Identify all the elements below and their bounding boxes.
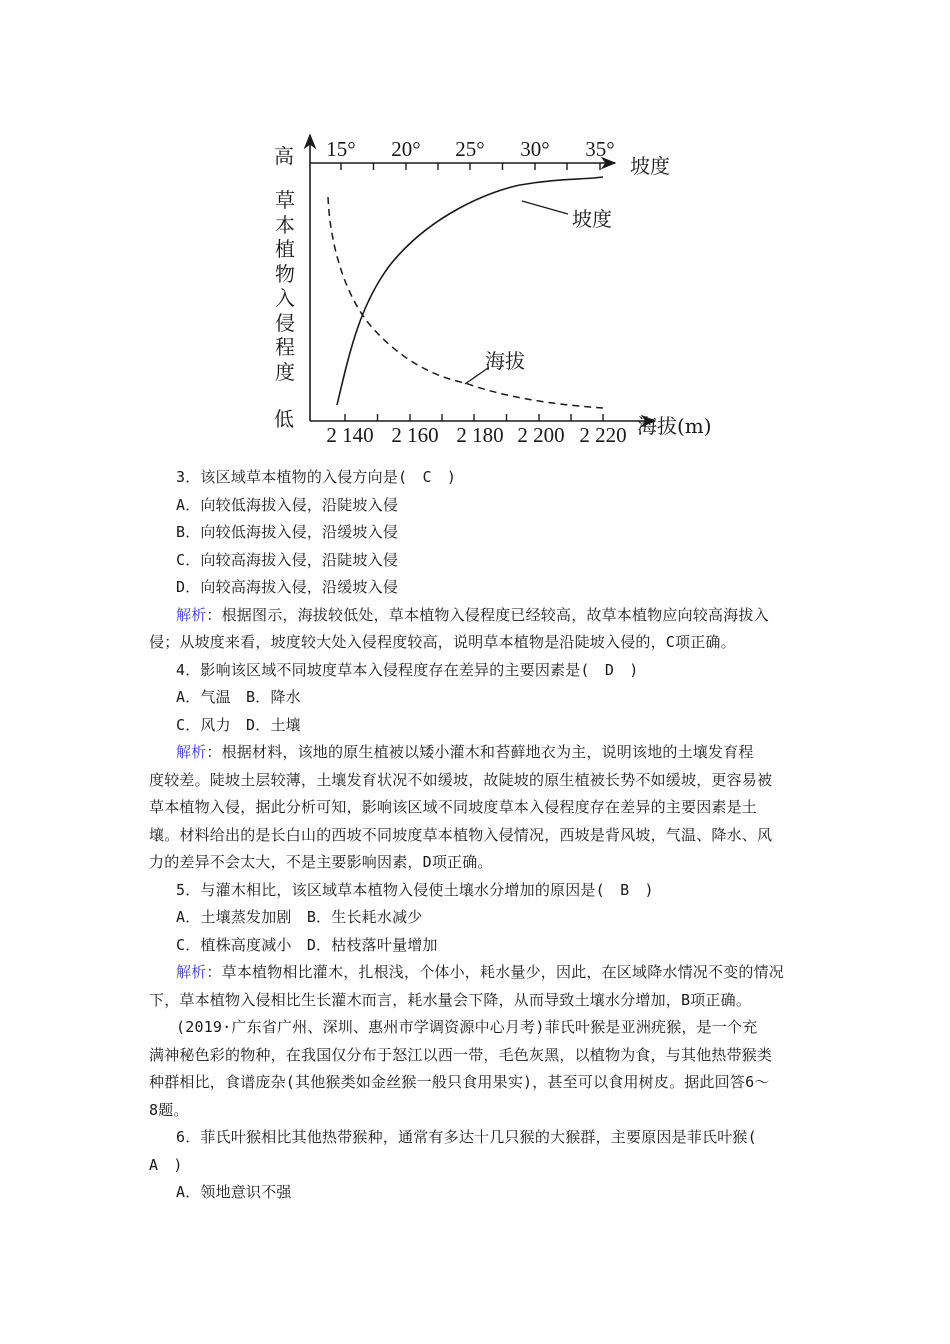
option-row: A．气温 B．降水 (176, 688, 301, 706)
analysis-line: 侵；从坡度来看，坡度较大处入侵程度较高，说明草本植物是沿陡坡入侵的，C项正确。 (149, 633, 736, 651)
question-5 (149, 877, 809, 1015)
y-axis-title: 草本植物入侵程度 (275, 188, 295, 384)
y-high-label: 高 (274, 144, 294, 168)
analysis-label: 解析 (176, 963, 207, 981)
analysis-line: 度较差。陡坡土层较薄，土壤发育状况不如缓坡，故陡坡的原生植被长势不如缓坡，更容易被 (149, 770, 773, 789)
top-axis-title: 坡度 (630, 154, 670, 178)
analysis-line: 力的差异不会太大，不是主要影响因素，D项正确。 (149, 853, 493, 871)
top-tick-label: 20° (391, 137, 421, 161)
analysis-line (149, 959, 809, 987)
slope-curve-label: 坡度 (572, 207, 612, 231)
top-axis-ticks (341, 163, 600, 170)
bottom-tick-label: 2 140 (326, 423, 374, 447)
option-c: C．向较高海拔入侵，沿陡坡入侵 (176, 550, 399, 569)
option-row: C．植株高度减小 D．枯枝落叶量增加 (176, 935, 438, 954)
top-tick-label: 35° (585, 137, 615, 161)
material-passage (149, 1014, 809, 1124)
option-a: A．领地意识不强 (176, 1183, 292, 1201)
material-line: 8题。 (149, 1100, 189, 1119)
option-a: A．向较低海拔入侵，沿陡坡入侵 (176, 495, 399, 514)
analysis-line: 壤。材料给出的是长白山的西坡不同坡度草本植物入侵情况，西坡是背风坡，气温、降水、风 (149, 825, 773, 844)
question-content (149, 464, 809, 1207)
question-stem: 4．影响该区域不同坡度草本入侵程度存在差异的主要因素是( D ) (176, 660, 639, 679)
material-line: 满神秘色彩的物种，在我国仅分布于怒江以西一带，毛色灰黑，以植物为食，与其他热带猴类 (149, 1045, 773, 1064)
analysis-line: 草本植物入侵，据此分析可知，影响该区域不同坡度草本入侵程度存在差异的主要因素是土 (149, 798, 758, 816)
option-row: C．风力 D．土壤 (176, 715, 301, 734)
question-4 (149, 657, 809, 877)
bottom-axis-title: 海拔(m) (637, 414, 712, 438)
material-line: (2019·广东省广州、深圳、惠州市学调资源中心月考)菲氏叶猴是亚洲疣猴，是一个充 (176, 1018, 758, 1036)
analysis-line (149, 739, 809, 767)
question-stem: 5．与灌木相比，该区域草本植物入侵使土壤水分增加的原因是( B ) (176, 880, 654, 899)
invasion-chart (260, 125, 730, 455)
bottom-tick-label: 2 200 (517, 423, 565, 447)
analysis-line (149, 602, 809, 630)
analysis-text: ：根据材料，该地的原生植被以矮小灌木和苔藓地衣为主，说明该地的土壤发育程 (206, 743, 754, 761)
slope-curve (337, 177, 603, 405)
analysis-text: ：草本植物相比灌木，扎根浅，个体小，耗水量少，因此，在区域降水情况不变的情况 (206, 963, 785, 981)
question-stem-cont: A ) (149, 1155, 183, 1174)
question-6 (149, 1124, 809, 1207)
analysis-label: 解析 (176, 743, 207, 761)
option-d: D．向较高海拔入侵，沿缓坡入侵 (176, 578, 399, 596)
altitude-curve-label: 海拔 (485, 349, 525, 373)
analysis-text: ：根据图示，海拔较低处，草本植物入侵程度已经较高，故草本植物应向较高海拔入 (206, 605, 769, 624)
y-low-label: 低 (274, 407, 294, 431)
top-tick-label: 15° (326, 137, 356, 161)
option-row: A．土壤蒸发加剧 B．生长耗水减少 (176, 908, 423, 926)
analysis-label: 解析 (176, 605, 207, 624)
option-b: B．向较低海拔入侵，沿缓坡入侵 (176, 523, 399, 541)
question-3 (149, 464, 809, 657)
top-tick-label: 30° (520, 137, 550, 161)
altitude-curve (328, 197, 603, 408)
top-tick-label: 25° (455, 137, 485, 161)
bottom-tick-label: 2 180 (456, 423, 504, 447)
question-stem: 6．菲氏叶猴相比其他热带猴种，通常有多达十几只猴的大猴群，主要原因是菲氏叶猴( (176, 1128, 757, 1146)
slope-leader-line (522, 201, 568, 214)
bottom-tick-label: 2 160 (391, 423, 439, 447)
bottom-tick-label: 2 220 (579, 423, 627, 447)
analysis-line: 下，草本植物入侵相比生长灌木而言，耗水量会下降，从而导致土壤水分增加，B项正确。 (149, 990, 752, 1009)
material-line: 种群相比，食谱庞杂(其他猴类如金丝猴一般只食用果实)，甚至可以食用树皮。据此回答6～ (149, 1073, 770, 1091)
bottom-axis-ticks (345, 414, 603, 421)
question-stem: 3．该区域草本植物的入侵方向是( C ) (176, 468, 457, 486)
